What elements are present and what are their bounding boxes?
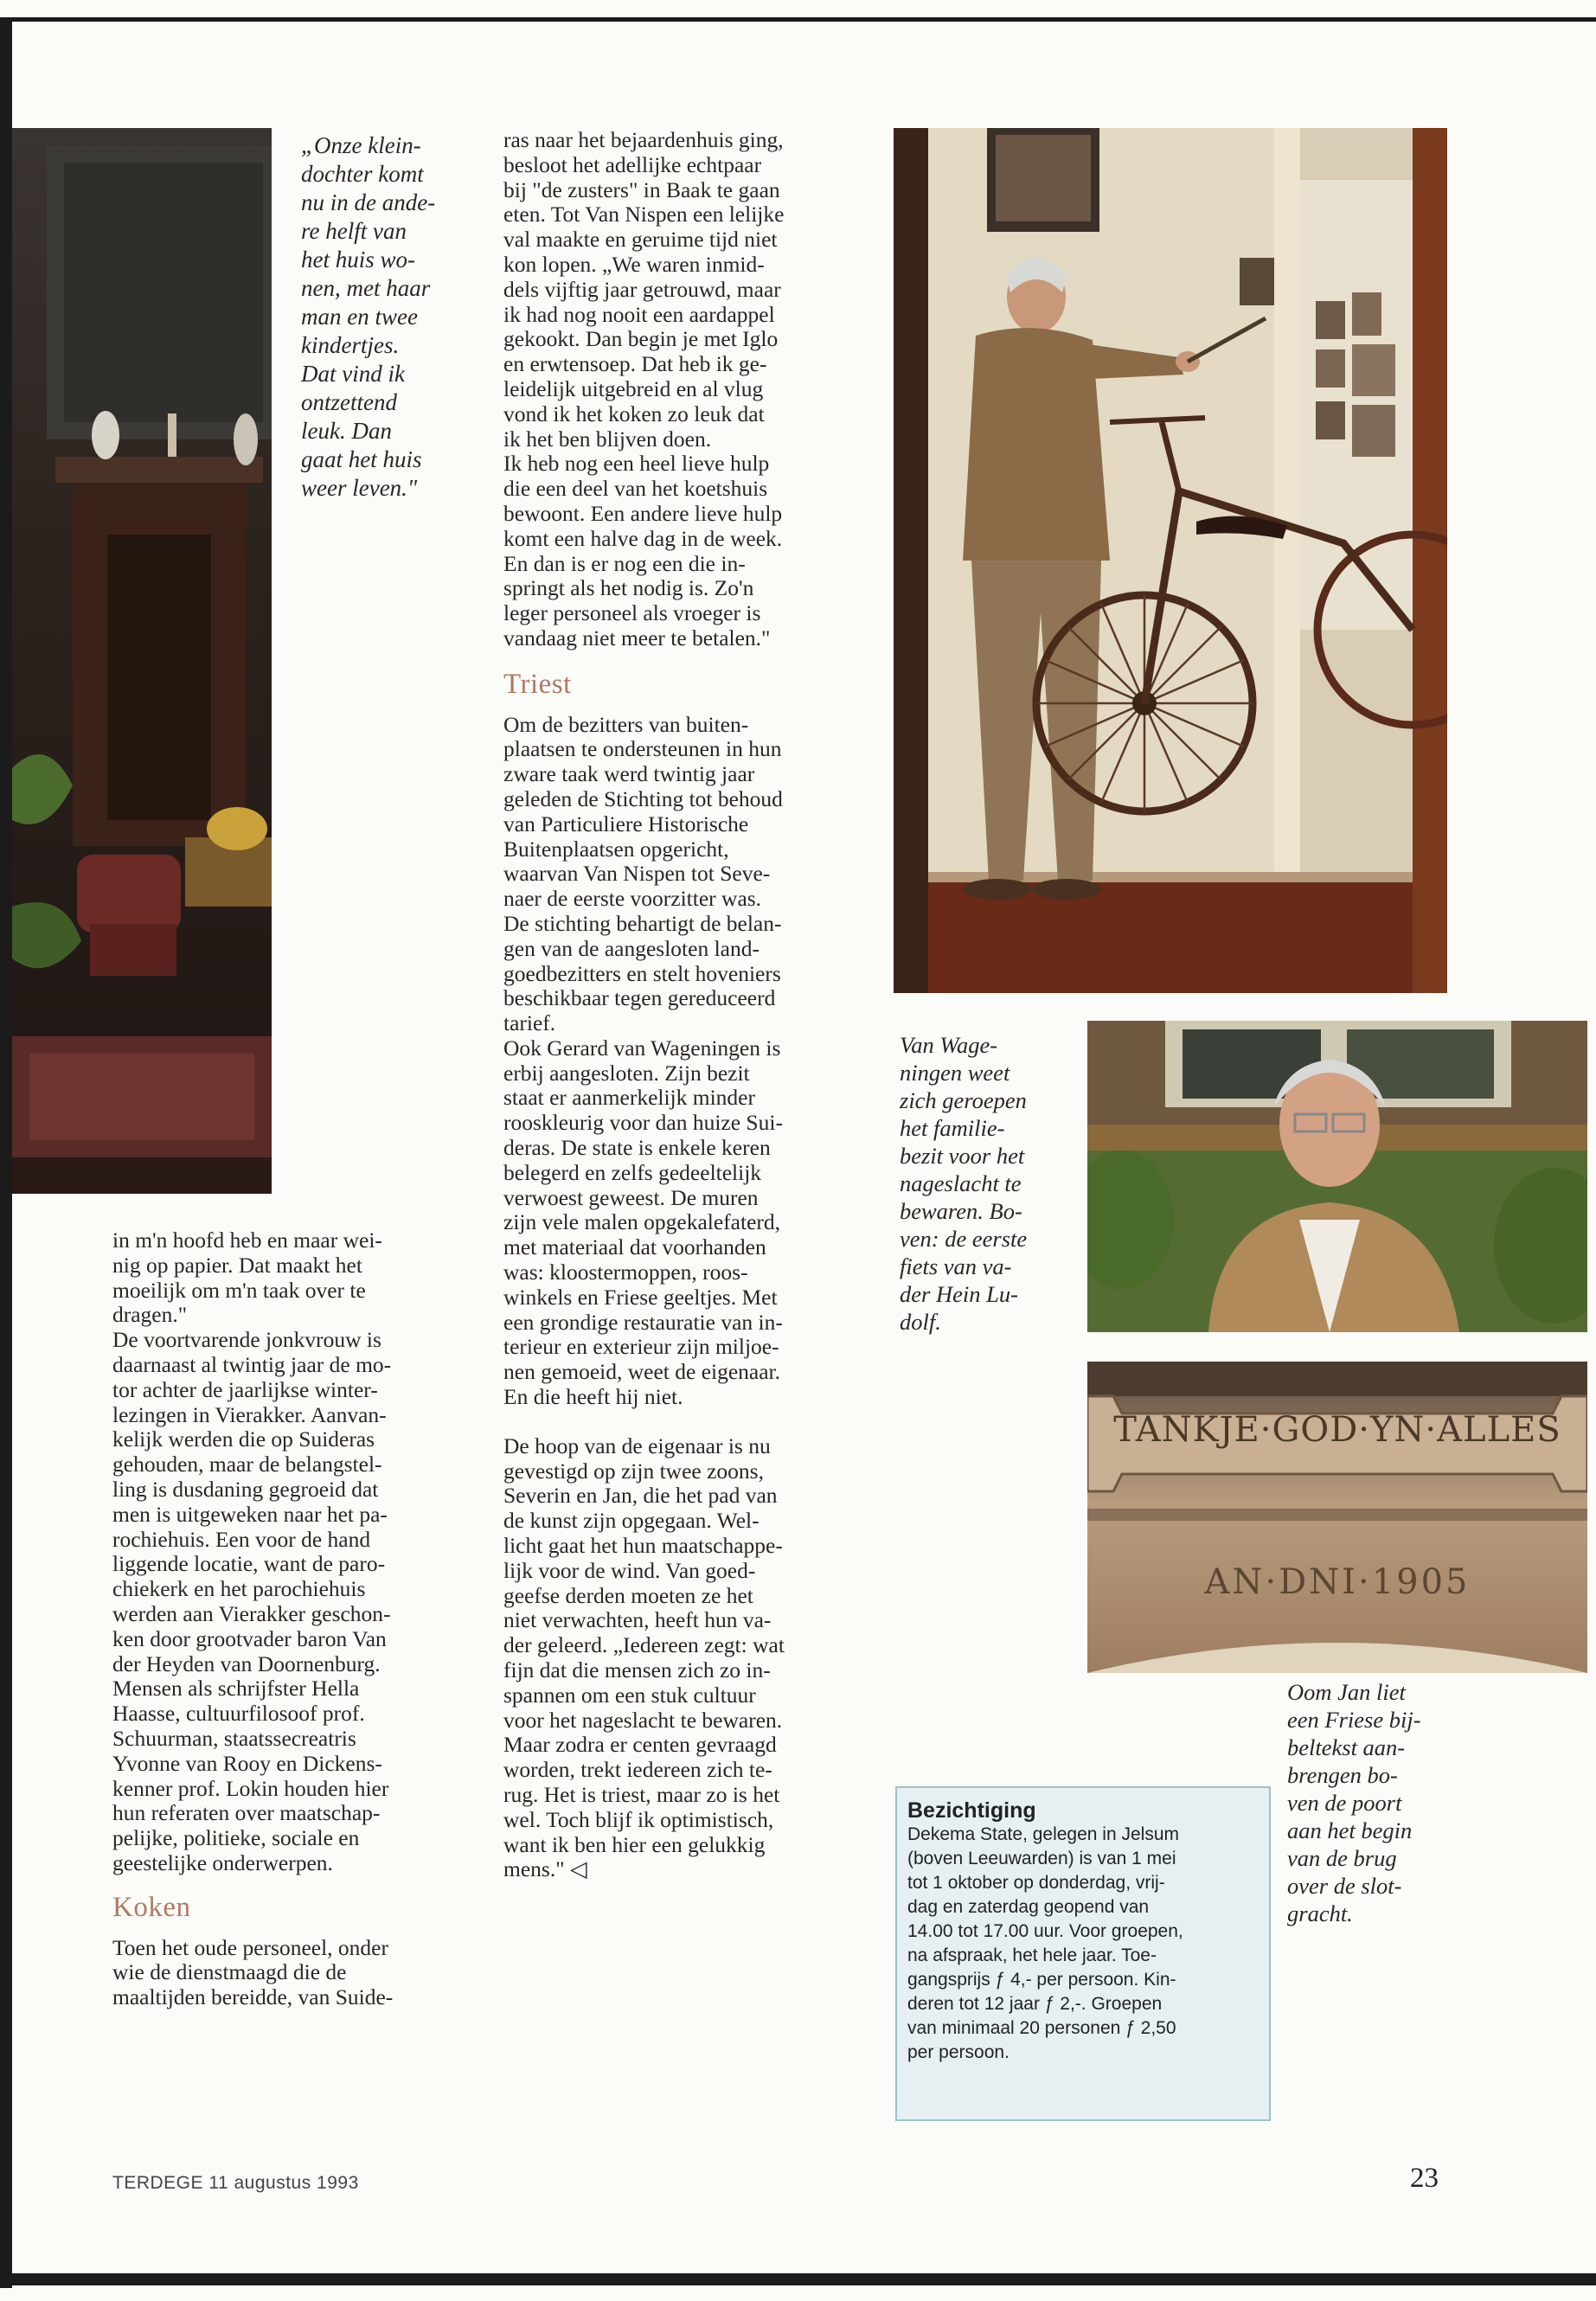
section-heading-koken: Koken (112, 1891, 191, 1923)
column-2 (503, 128, 867, 1882)
col2-paragraph-2: Ik heb nog een heel lieve hulp die een deel van het koetshuis bewoont. Een andere lieve hulp komt een halve dag in de week. En dan is er nog een die in- springt als het nodig is. Zo'n leger personeel als vroeger is vandaag niet meer te betalen." (503, 451, 783, 651)
inscription-line-1: TANKJE·GOD·YN·ALLES (1113, 1410, 1561, 1450)
footer-magazine-date: TERDEGE 11 augustus 1993 (112, 2173, 359, 2193)
bicycle-photo (894, 128, 1447, 993)
col1-paragraph-3: Toen het oude personeel, onder wie de dienstmaagd die de maaltijden bereidde, van Suide- (112, 1934, 394, 2010)
info-box-body: Dekema State, gelegen in Jelsum (boven Leeuwarden) is van 1 mei tot 1 oktober op donderdag, vrij- dag en zaterdag geopend van 14.00 tot 17.00 uur. Voor groepen, na afspraak, het hele jaar. Toe- gangsprijs ƒ 4,- per persoon. Kin- deren tot 12 jaar ƒ 2,-. Groepen van minimaal 20 personen ƒ 2,50 per persoon. (907, 1824, 1183, 2062)
top-rule (0, 17, 1596, 22)
inscription-photo (1087, 1362, 1587, 1673)
col2-paragraph-4: De stichting behartigt de belan- gen van de aangesloten land- goedbezitters en stelt hoveniers beschikbaar tegen gereduceerd tarief. (503, 910, 782, 1036)
col2-paragraph-6: De hoop van de eigenaar is nu gevestigd op zijn twee zoons, Severin en Jan, die het pad van de kunst zijn opgegaan. Wel- licht gaat het hun maatschappe- lijk voor de wind. Van goed- geefse derden moeten ze het niet verwachten, heeft hun va- der geleerd. „Iedereen zegt: wat fijn dat die mensen zich zo in- spannen om een stuk cultuur voor het nageslacht te bewaren. Maar zodra er centen gevraagd worden, trekt iedereen zich te- rug. Het is triest, maar zo is het wel. Toch blijf ik optimistisch, want ik ben hier een gelukkig mens." ◁ (503, 1433, 785, 1882)
pull-quote: „Onze klein- dochter komt nu in de ande- re helft van het huis wo- nen, met haar man en twee kindertjes. Dat vind ik ontzettend leuk. Dan gaat het huis weer leven." (301, 132, 436, 501)
col2-paragraph-1: ras naar het bejaardenhuis ging, besloot het adellijke echtpaar bij "de zusters" in Baak te gaan eten. Tot Van Nispen een lelijke val maakte en geruime tijd niet kon lopen. „We waren inmid- dels vijftig jaar getrouwd, maar ik had nog nooit een aardappel gekookt. Dan begin je met Iglo en erwtensoep. Dat heb ik ge- leidelijk uitgebreid en al vlug vond ik het koken zo leuk dat ik het ben blijven doen. (503, 127, 785, 452)
col1-paragraph-2: De voortvarende jonkvrouw is daarnaast al twintig jaar de mo- tor achter de jaarlijkse winter- lezingen in Vierakker. Aanvan- kelijk werden die op Suideras gehouden, maar de belangstel- ling is dusdaning gegroeid dat men is uitgeweken naar het pa- rochiehuis. Een voor de hand liggende locatie, want de paro- chiekerk en het parochiehuis werden aan Vierakker geschon- ken door grootvader baron Van der Heyden van Doornenburg. Mensen als schrijfster Hella Haasse, cultuurfilosoof prof. Schuurman, staatssecreatris Yvonne van Rooy en Dickens- kenner prof. Lokin houden hier hun referaten over maatschap- pelijke, politieke, sociale en geestelijke onderwerpen. (112, 1327, 392, 1875)
portrait-photo (1087, 1021, 1587, 1332)
section-heading-triest: Triest (503, 668, 572, 700)
col1-paragraph-1: in m'n hoofd heb en maar wei- nig op papier. Dat maakt het moeilijk om m'n taak over te dragen." (112, 1227, 382, 1328)
column-1 (112, 1228, 471, 2010)
info-box-bezichtiging (895, 1786, 1271, 2121)
inscription-line-2: AN·DNI·1905 (1204, 1562, 1471, 1602)
page-number: 23 (1410, 2163, 1439, 2194)
bottom-rule (0, 2273, 1596, 2285)
caption-bicycle: Van Wage- ningen weet zich geroepen het familie- bezit voor het nageslacht te bewaren. Bo- ven: de eerste fiets van va- der Hein Lu- dolf. (900, 1032, 1028, 1335)
info-box-title: Bezichtiging (907, 1798, 1036, 1823)
caption-inscription: Oom Jan liet een Friese bij- beltekst aan- brengen bo- ven de poort aan het begin van de brug over de slot- gracht. (1287, 1679, 1421, 1926)
left-edge-bar (0, 22, 12, 2288)
interior-photo (12, 128, 272, 1194)
col2-paragraph-3: Om de bezitters van buiten- plaatsen te ondersteunen in hun zware taak werd twintig jaar geleden de Stichting tot behoud van Particuliere Historische Buitenplaatsen opgericht, waarvan Van Nispen tot Seve- naer de eerste voorzitter was. (503, 711, 783, 912)
col2-paragraph-5: Ook Gerard van Wageningen is erbij aangesloten. Zijn bezit staat er aanmerkelijk minder rooskleurig voor dan huize Sui- deras. De state is enkele keren belegerd en zelfs gedeeltelijk verwoest geweest. De muren zijn vele malen opgekalefaterd, met materiaal dat voorhanden was: kloostermoppen, roos- winkels en Friese geeltjes. Met een grondige restauratie van in- terieur en exterieur zijn miljoe- nen gemoeid, weet de eigenaar. En die heeft hij niet. (503, 1035, 783, 1410)
